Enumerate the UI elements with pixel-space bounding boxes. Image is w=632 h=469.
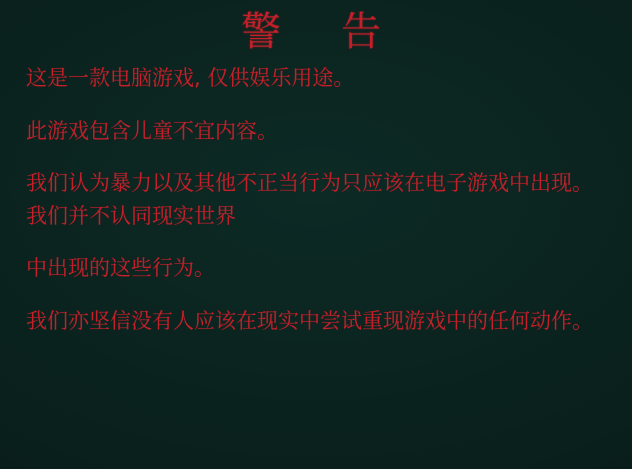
- page-title: 警 告: [241, 9, 391, 55]
- warning-paragraph-4: 中出现的这些行为。: [26, 256, 215, 281]
- warning-text-block: [0, 62, 632, 337]
- warning-paragraph-2: 此游戏包含儿童不宜内容。: [26, 118, 278, 143]
- warning-paragraph-5: 我们亦坚信没有人应该在现实中尝试重现游戏中的任何动作。: [26, 308, 593, 333]
- warning-paragraph-1: 这是一款电脑游戏, 仅供娱乐用途。: [26, 66, 355, 90]
- warning-paragraph-3: 我们认为暴力以及其他不正当行为只应该在电子游戏中出现。 我们并不认同现实世界: [26, 171, 604, 228]
